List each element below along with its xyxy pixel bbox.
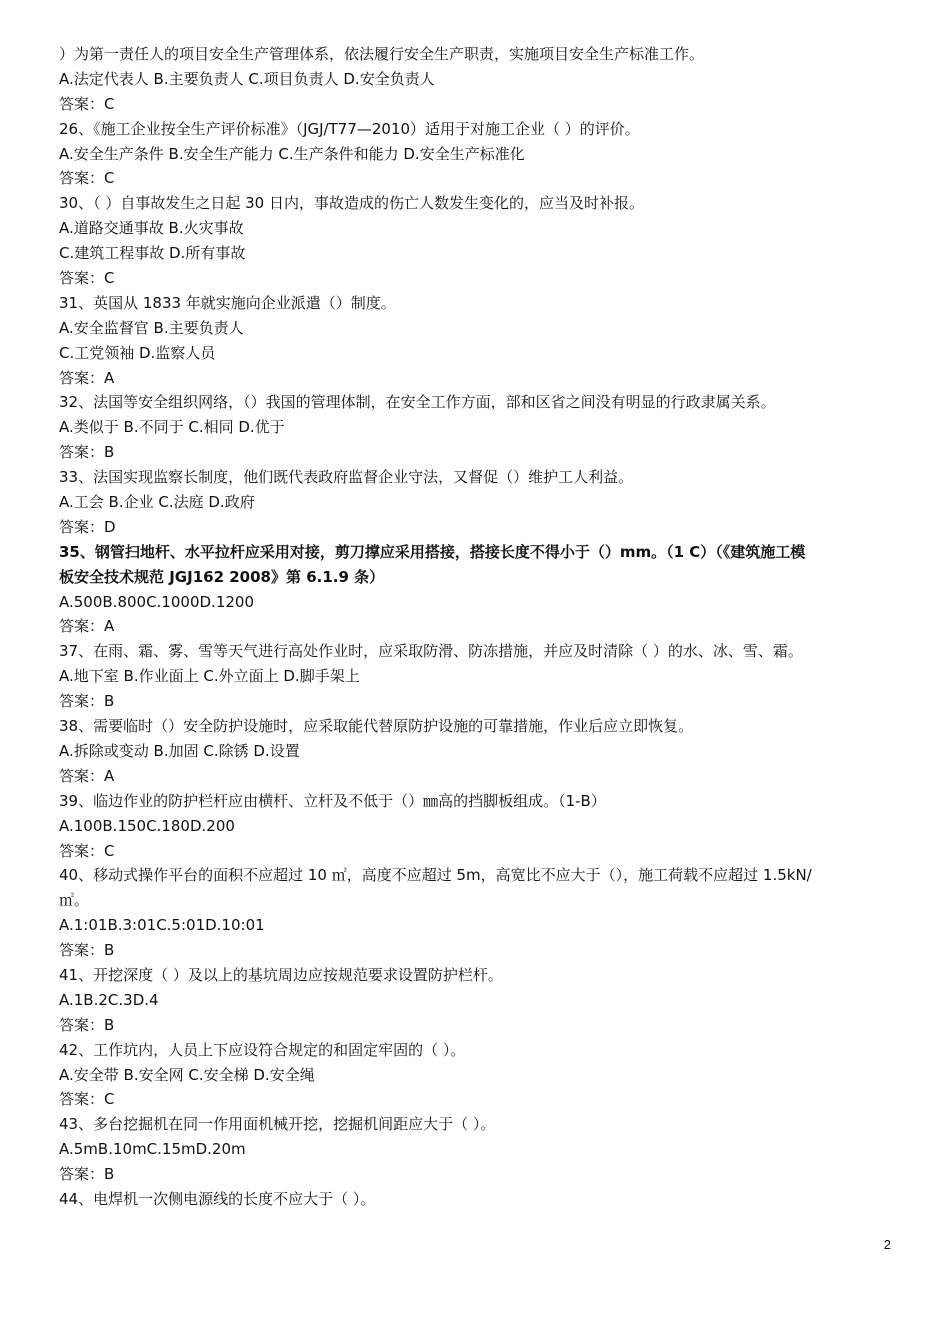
text-line: 答案：A (59, 766, 115, 785)
text-line: 答案：B (59, 692, 115, 711)
text-line: A.类似于 B.不同于 C.相同 D.优于 (59, 418, 285, 437)
text-line: 答案：A (59, 368, 115, 387)
text-line: 31、英国从 1833 年就实施向企业派遣（）制度。 (59, 293, 396, 312)
text-line: 答案：C (59, 94, 115, 113)
document-body (59, 42, 899, 1212)
text-line: 答案：B (59, 941, 115, 960)
text-line: 41、开挖深度（ ）及以上的基坑周边应按规范要求设置防护栏杆。 (59, 965, 503, 984)
text-line: A.安全生产条件 B.安全生产能力 C.生产条件和能力 D.安全生产标准化 (59, 144, 525, 163)
text-line: 40、移动式操作平台的面积不应超过 10 ㎡，高度不应超过 5m，高宽比不应大于（），施工荷载不应超过 1.5kN/ (59, 866, 812, 885)
text-line: 答案：C (59, 841, 115, 860)
page-number: 2 (883, 1237, 891, 1252)
text-line: 43、多台挖掘机在同一作用面机械开挖，挖掘机间距应大于（ ）。 (59, 1115, 496, 1134)
text-line: 答案：C (59, 1090, 115, 1109)
text-line: ）为第一责任人的项目安全生产管理体系，依法履行安全生产职责，实施项目安全生产标准工作。 (59, 45, 705, 63)
text-line: 板安全技术规范 JGJ162 2008》第 6.1.9 条） (59, 567, 385, 586)
text-line: A.拆除或变动 B.加固 C.除锈 D.设置 (59, 741, 300, 760)
text-line: A.工会 B.企业 C.法庭 D.政府 (59, 493, 255, 512)
text-line: C.工党领袖 D.监察人员 (59, 343, 216, 362)
text-line: 37、在雨、霜、雾、雪等天气进行高处作业时，应采取防滑、防冻措施，并应及时清除（ ）的水、冰、雪、霜。 (59, 642, 803, 661)
text-line: A.100B.150C.180D.200 (59, 816, 235, 835)
text-line: A.1:01B.3:01C.5:01D.10:01 (59, 916, 265, 935)
text-line: 33、法国实现监察长制度，他们既代表政府监督企业守法，又督促（）维护工人利益。 (59, 468, 634, 487)
text-line: ㎡。 (59, 891, 90, 910)
text-line: 答案：B (59, 1165, 115, 1184)
text-line: 42、工作坑内，人员上下应设符合规定的和固定牢固的（ ）。 (59, 1040, 466, 1059)
text-line: 38、需要临时（）安全防护设施时，应采取能代替原防护设施的可靠措施，作业后应立即恢复。 (59, 717, 694, 736)
text-line: 答案：D (59, 517, 116, 536)
text-line: 答案：B (59, 1015, 115, 1034)
text-line: 32、法国等安全组织网络，（）我国的管理体制，在安全工作方面，部和区省之间没有明显的行政隶属关系。 (59, 393, 776, 412)
text-line: A.1B.2C.3D.4 (59, 990, 159, 1009)
text-line: 39、临边作业的防护栏杆应由横杆、立杆及不低于（）㎜高的挡脚板组成。（1-B） (59, 791, 606, 810)
text-line: 答案：C (59, 169, 115, 188)
text-line: 35、钢管扫地杆、水平拉杆应采用对接，剪刀撑应采用搭接，搭接长度不得小于（）mm。（1 C）（《建筑施工模 (59, 542, 806, 561)
text-line: 答案：C (59, 269, 115, 288)
text-line: 44、电焊机一次侧电源线的长度不应大于（ ）。 (59, 1189, 376, 1208)
text-line: A.安全带 B.安全网 C.安全梯 D.安全绳 (59, 1065, 315, 1084)
text-line: A.5mB.10mC.15mD.20m (59, 1140, 246, 1159)
text-line: 30、（ ）自事故发生之日起 30 日内，事故造成的伤亡人数发生变化的，应当及时补报。 (59, 194, 644, 213)
text-line: 26、《施工企业按全生产评价标准》（JGJ/T77—2010）适用于对施工企业（ ）的评价。 (59, 119, 640, 138)
text-line: A.地下室 B.作业面上 C.外立面上 D.脚手架上 (59, 667, 360, 686)
text-line: A.安全监督官 B.主要负责人 (59, 318, 244, 337)
text-line: C.建筑工程事故 D.所有事故 (59, 244, 246, 263)
text-line: A.500B.800C.1000D.1200 (59, 592, 254, 611)
text-line: A.法定代表人 B.主要负责人 C.项目负责人 D.安全负责人 (59, 69, 435, 88)
text-line: A.道路交通事故 B.火灾事故 (59, 219, 244, 238)
text-line: 答案：A (59, 617, 115, 636)
text-line: 答案：B (59, 443, 115, 462)
